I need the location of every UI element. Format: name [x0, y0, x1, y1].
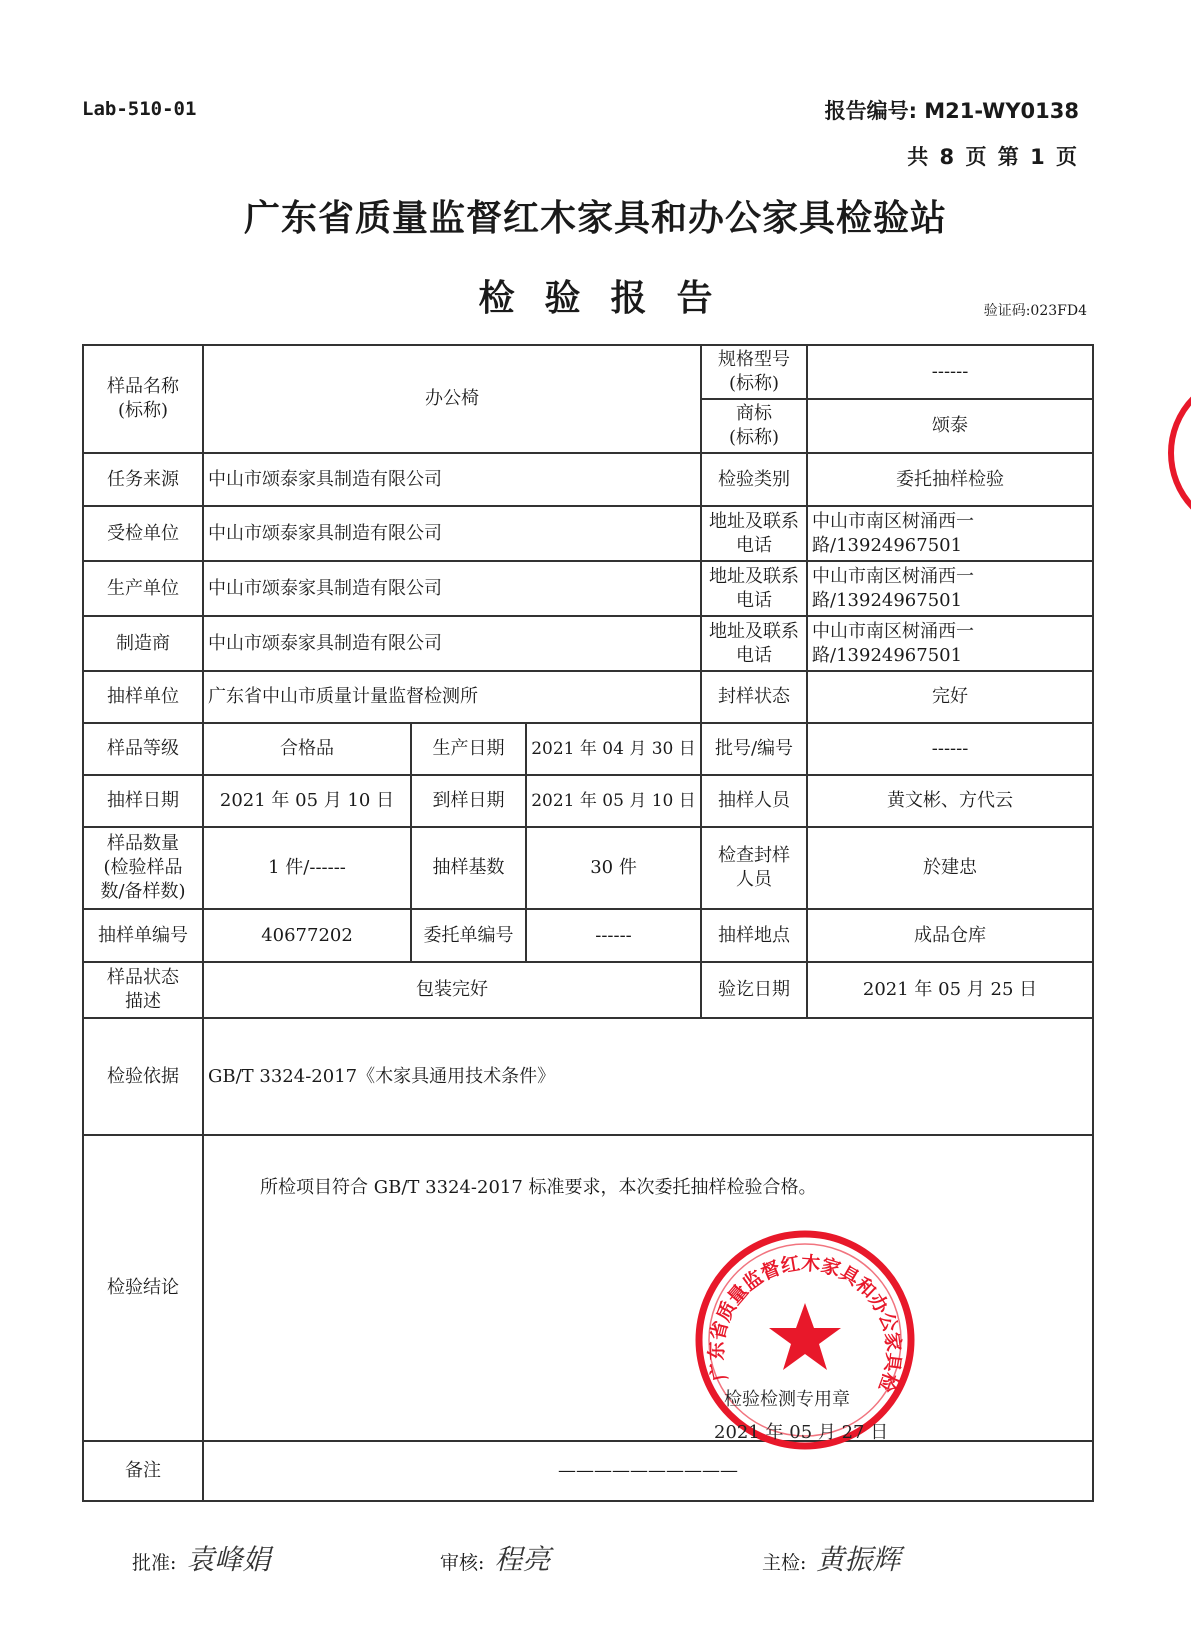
seal-status: 完好	[807, 671, 1093, 723]
task-source: 中山市颂泰家具制造有限公司	[203, 453, 701, 506]
review-label: 审核:	[440, 1552, 485, 1574]
sampler: 黄文彬、方代云	[807, 775, 1093, 827]
manufacturer: 中山市颂泰家具制造有限公司	[203, 616, 701, 671]
arrival-date-label: 到样日期	[411, 775, 526, 827]
address-label: 地址及联系电话	[701, 561, 807, 616]
grade: 合格品	[203, 723, 411, 775]
review-signature	[440, 1538, 550, 1578]
producer-label: 生产单位	[83, 561, 203, 616]
approve-label: 批准:	[132, 1552, 177, 1574]
address-phone: 中山市南区树涌西一路/13924967501	[807, 561, 1093, 616]
svg-text:广东省质量监督红木家具和办公家具检验站	[690, 1225, 905, 1396]
address-label: 地址及联系电话	[701, 616, 807, 671]
chief-signature	[762, 1538, 900, 1578]
location: 成品仓库	[807, 909, 1093, 962]
seal-label: 检验检测专用章	[724, 1389, 850, 1410]
sampling-unit: 广东省中山市质量计量监督检测所	[203, 671, 701, 723]
address-phone: 中山市南区树涌西一路/13924967501	[807, 616, 1093, 671]
basis-label: 检验依据	[83, 1018, 203, 1135]
approve-name: 袁峰娟	[186, 1543, 271, 1576]
sample-name: 办公椅	[203, 345, 701, 453]
spec-label: 规格型号 (标称)	[701, 345, 807, 399]
chief-name: 黄振辉	[816, 1543, 901, 1576]
edge-seal	[1168, 372, 1191, 534]
basis: GB/T 3324-2017《木家具通用技术条件》	[203, 1018, 1093, 1135]
sampling-date-label: 抽样日期	[83, 775, 203, 827]
entrust-number: ------	[526, 909, 701, 962]
checker-label: 检查封样 人员	[701, 827, 807, 909]
conclusion: 所检项目符合 GB/T 3324-2017 标准要求，本次委托抽样检验合格。	[203, 1135, 1093, 1441]
conclusion-label: 检验结论	[83, 1135, 203, 1441]
manufacturer-label: 制造商	[83, 616, 203, 671]
approve-signature	[132, 1538, 270, 1578]
document-title: 检验报告	[478, 278, 743, 319]
production-date-label: 生产日期	[411, 723, 526, 775]
batch-label: 批号/编号	[701, 723, 807, 775]
sheet-number: 40677202	[203, 909, 411, 962]
verification-code: 验证码:023FD4	[983, 303, 1087, 319]
quantity: 1 件/------	[203, 827, 411, 909]
sample-name-label: 样品名称 (标称)	[83, 345, 203, 453]
checker: 於建忠	[807, 827, 1093, 909]
sampling-base: 30 件	[526, 827, 701, 909]
remark-label: 备注	[83, 1441, 203, 1501]
sample-state-label: 样品状态 描述	[83, 962, 203, 1018]
lab-code: Lab-510-01	[82, 98, 197, 120]
entrust-number-label: 委托单编号	[411, 909, 526, 962]
report-table	[82, 344, 1094, 1502]
seal-star-icon	[769, 1303, 841, 1370]
address-phone: 中山市南区树涌西一路/13924967501	[807, 506, 1093, 561]
report-number: 报告编号: M21-WY0138	[824, 99, 1079, 123]
quantity-label: 样品数量 (检验样品 数/备样数)	[83, 827, 203, 909]
seal-status-label: 封样状态	[701, 671, 807, 723]
inspect-type: 委托抽样检验	[807, 453, 1093, 506]
inspect-type-label: 检验类别	[701, 453, 807, 506]
finish-date-label: 验讫日期	[701, 962, 807, 1018]
seal-ring-text: 广东省质量监督红木家具和办公家具检	[705, 1252, 905, 1396]
sample-state: 包装完好	[203, 962, 701, 1018]
inspected-unit-label: 受检单位	[83, 506, 203, 561]
sheet-number-label: 抽样单编号	[83, 909, 203, 962]
spec-value: ------	[807, 345, 1093, 399]
sampling-base-label: 抽样基数	[411, 827, 526, 909]
address-label: 地址及联系电话	[701, 506, 807, 561]
location-label: 抽样地点	[701, 909, 807, 962]
task-source-label: 任务来源	[83, 453, 203, 506]
sampling-unit-label: 抽样单位	[83, 671, 203, 723]
batch: ------	[807, 723, 1093, 775]
sampling-date: 2021 年 05 月 10 日	[203, 775, 411, 827]
review-name: 程亮	[494, 1543, 551, 1576]
production-date: 2021 年 04 月 30 日	[526, 723, 701, 775]
remark: ——————————	[203, 1441, 1093, 1501]
arrival-date: 2021 年 05 月 10 日	[526, 775, 701, 827]
page-count: 共 8 页 第 1 页	[907, 145, 1079, 169]
brand-label: 商标 (标称)	[701, 399, 807, 453]
producer: 中山市颂泰家具制造有限公司	[203, 561, 701, 616]
finish-date: 2021 年 05 月 25 日	[807, 962, 1093, 1018]
inspected-unit: 中山市颂泰家具制造有限公司	[203, 506, 701, 561]
sampler-label: 抽样人员	[701, 775, 807, 827]
chief-label: 主检:	[762, 1552, 807, 1574]
organization-title: 广东省质量监督红木家具和办公家具检验站	[243, 198, 947, 239]
seal-date: 2021 年 05 月 27 日	[714, 1422, 889, 1443]
grade-label: 样品等级	[83, 723, 203, 775]
brand-value: 颂泰	[807, 399, 1093, 453]
